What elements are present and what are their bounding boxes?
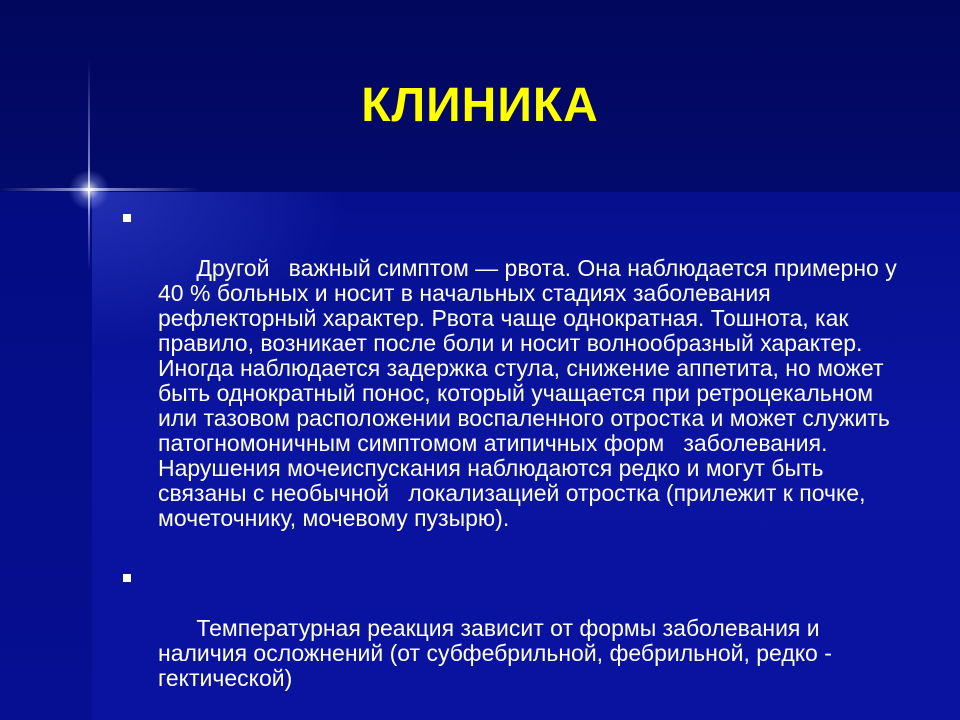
bullet-text: Другой важный симптом — рвота. Она наблюдается примерно у 40 % больных и носит в начальных стадиях заболевания рефлекторный характер. Рвота чаще однократная. Тошнота, как правило, возникает после боли и носит волнообразный характер. Иногда наблюдается задержка стула, снижение аппетита, но может быть однократный понос, который учащается при ретроцекальном или тазовом расположении воспаленного отростка и может служить патогномоничным симптомом атипичных форм заболевания. Нарушения мочеиспускания наблюдаются редко и могут быть связаны с необычной локализацией отростка (прилежит к почке, мочеточнику, мочевому пузырю). <box>158 255 904 531</box>
bullet-item-vomiting <box>120 206 910 556</box>
slide-title: КЛИНИКА <box>361 79 599 132</box>
sparkle-star-icon <box>68 170 110 210</box>
bullet-item-temperature <box>120 566 910 716</box>
square-bullet-icon <box>123 574 131 582</box>
bullet-text: Температурная реакция зависит от формы заболевания и наличия осложнений (от субфебрильной, фебрильной, редко - гектической) <box>158 615 839 691</box>
bullet-list <box>120 206 910 720</box>
left-band <box>0 192 92 720</box>
square-bullet-icon <box>123 214 131 222</box>
